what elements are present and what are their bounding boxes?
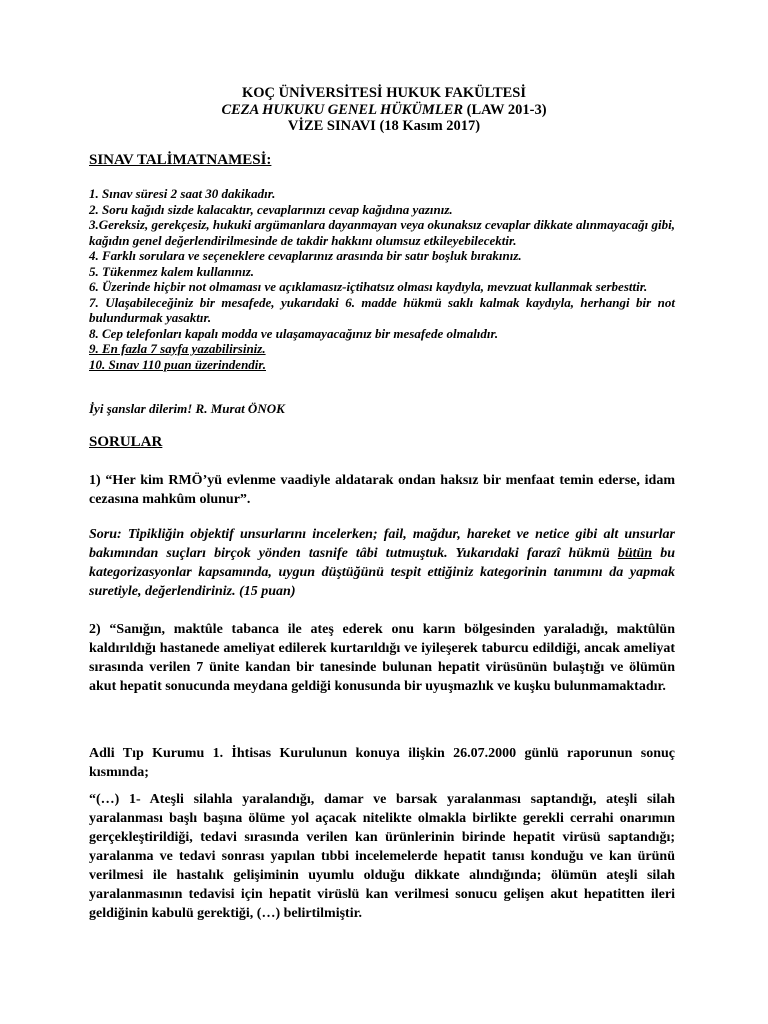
questions-title: SORULAR <box>89 434 163 450</box>
prompt-underlined: bütün <box>617 546 653 561</box>
question-2-text: 2) “Sanığın, maktûle tabanca ile ateş ederek onu karın bölgesinden yaraladığı, maktûlün kaldırıldığı hastanede ameliyat edilerek kurtarıldığı ve iyileşerek taburcu edildiği, ancak ameliyat sırasında verilen 7 ünite kandan bir tanesinde bulunan hepatit virüsünün bulaştığı ve ölümün akut hepatit sonucunda meydana geldiği konusunda bir uyuşmazlık ve kuşku bulunmamaktadır. <box>89 622 675 694</box>
course-title <box>0 102 768 119</box>
instruction-item: 4. Farklı sorulara ve seçeneklere cevaplarınız arasında bir satır boşluk bırakınız. <box>89 248 522 263</box>
course-name: CEZA HUKUKU GENEL HÜKÜMLER <box>221 101 464 118</box>
exam-title: VİZE SINAVI (18 Kasım 2017) <box>287 118 481 134</box>
instruction-item: 6. Üzerinde hiçbir not olmaması ve açıklamasız-içtihatsız olması kaydıyla, mevzuat kullanmak serbesttir. <box>89 279 648 294</box>
question-2-quote: “(…) 1- Ateşli silahla yaralandığı, damar ve barsak yaralanması saptandığı, ateşli silah yaralanması başlı başına ölüme yol açacak nitelikte olmakla birlikte gerekli cerrahi onarımın gerçekleştirildiği, tedavi sırasında verilen kan ürünlerinin birinde hepatit virüsü saptandığı; yaralanma ve tedavi sonrası yapılan tıbbi incelemelerde hepatit tanısı konduğu ve kan ürünü verilmesi ile hastalık gelişiminin uyumlu olduğu dikkate alındığında; ölümün ateşli silah yaralanmasının tedavisi için hepatit virüslü kan verilmesi sonucu gelişen akut hepatitten ileri geldiğinin kabulü gerektiği, (…) belirtilmiştir. <box>89 792 675 921</box>
question-1-text: 1) “Her kim RMÖ’yü evlenme vaadiyle aldatarak ondan haksız bir menfaat temin ederse, idam cezasına mahkûm olunur”. <box>89 473 675 507</box>
question-1-prompt <box>89 525 675 601</box>
instructions-title: SINAV TALİMATNAMESİ: <box>89 152 272 168</box>
course-code: (LAW 201-3) <box>463 101 547 118</box>
instruction-item: 8. Cep telefonları kapalı modda ve ulaşamayacağınız bir mesafede olmalıdır. <box>89 325 499 341</box>
instruction-item: 9. En fazla 7 sayfa yazabilirsiniz. <box>89 341 266 356</box>
instruction-item: 10. Sınav 110 puan üzerindendir. <box>89 356 266 372</box>
instruction-item: 2. Soru kağıdı sizde kalacaktır, cevaplarınızı cevap kağıdına yazınız. <box>89 201 453 217</box>
prompt-part: bu kategorizasyonlar kapsamında, uygun düştüğünü tespit ettiğiniz kategorinin tanımını da yapmak suretiyle, değerlendiriniz. (15 puan) <box>89 546 675 599</box>
signoff: İyi şanslar dilerim! R. Murat ÖNOK <box>89 401 285 416</box>
instructions-list <box>89 186 675 372</box>
instruction-item: 1. Sınav süresi 2 saat 30 dakikadır. <box>89 186 276 201</box>
instruction-item: 7. Ulaşabileceğiniz bir mesafede, yukarıdaki 6. madde hükmü saklı kalmak kaydıyla, herhangi bir not bulundurmak yasaktır. <box>89 294 675 325</box>
exam-header <box>0 85 768 135</box>
faculty-title: KOÇ ÜNİVERSİTESİ HUKUK FAKÜLTESİ <box>241 85 527 101</box>
question-2-report: Adli Tıp Kurumu 1. İhtisas Kurulunun konuya ilişkin 26.07.2000 günlü raporunun sonuç kısmında; <box>89 746 675 780</box>
prompt-part: Soru: Tipikliğin objektif unsurlarını incelerken; fail, mağdur, hareket ve netice gibi alt unsurlar bakımından suçları birçok yönden tasnife tâbi tutmuştuk. Yukarıdaki farazî hükmü <box>89 527 675 561</box>
instruction-item: 3.Gereksiz, gerekçesiz, hukuki argümanlara dayanmayan veya okunaksız cevaplar dikkate alınmayacağı gibi, kağıdın genel değerlendirilmesinde de takdir hakkını olumsuz etkileyebilecektir. <box>89 217 675 248</box>
instruction-item: 5. Tükenmez kalem kullanınız. <box>89 263 255 279</box>
